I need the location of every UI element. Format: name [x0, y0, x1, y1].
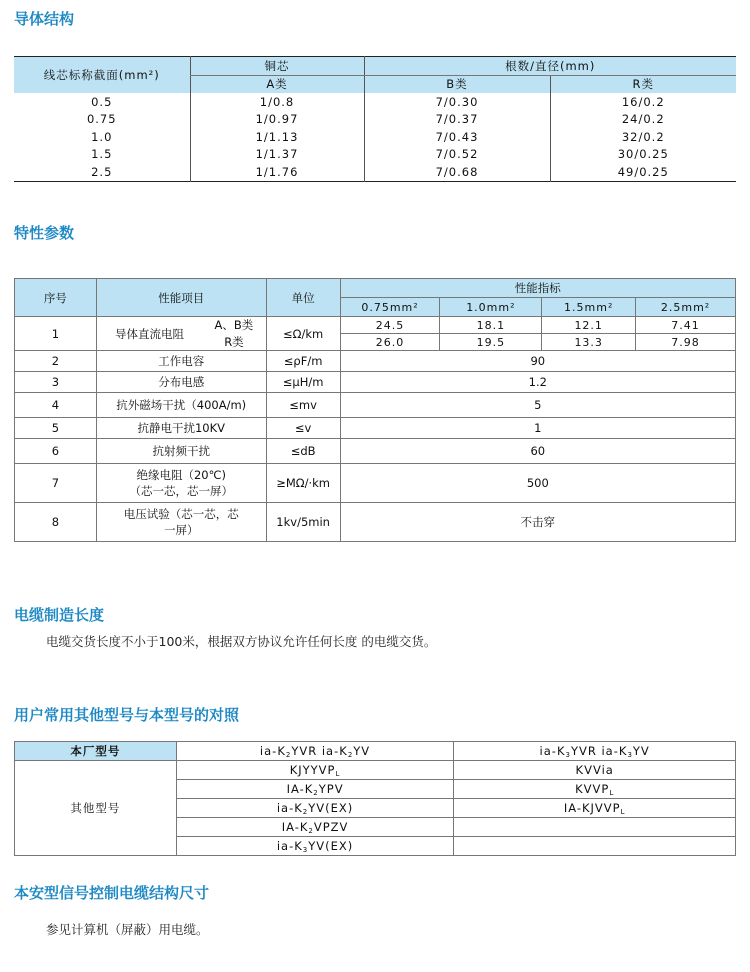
cell-value: 7.98: [636, 334, 736, 351]
table-row: [15, 742, 736, 761]
cell-class-ab: A、B类: [202, 317, 266, 334]
cell-item: 抗外磁场干扰（400A/m): [96, 393, 266, 418]
cell-r: 32/0.2: [550, 128, 736, 146]
cell-value: 13.3: [542, 334, 636, 351]
cell-value: 19.5: [440, 334, 542, 351]
table-row: [15, 317, 736, 334]
cell-value: 1.2: [340, 372, 735, 393]
cell-value: 26.0: [340, 334, 440, 351]
header-indicator: 性能指标: [340, 279, 735, 298]
cell-value: 90: [340, 351, 735, 372]
cell-value: 500: [340, 464, 735, 503]
header-strands: 根数/直径(mm): [364, 57, 736, 76]
cell-b: 7/0.30: [364, 93, 550, 111]
cell-unit: ≤dB: [266, 439, 340, 464]
table-row: [15, 503, 736, 542]
cell-item: 抗静电干扰10KV: [96, 418, 266, 439]
cell-a: 1/0.8: [190, 93, 364, 111]
cell-no: 4: [15, 393, 97, 418]
cell-value: 24.5: [340, 317, 440, 334]
cell-r: 30/0.25: [550, 146, 736, 164]
cell-value: 60: [340, 439, 735, 464]
header-class-r: R类: [550, 75, 736, 93]
cell-unit: ≤mv: [266, 393, 340, 418]
table-row: [15, 439, 736, 464]
cell-model: $ia-K_3YV(EX)$: [176, 837, 454, 856]
cell-unit: ≤ρF/m: [266, 351, 340, 372]
header-factory: 本厂型号: [15, 742, 177, 761]
cell-model-head-1: $ia-K_2YVR$ $ia-K_2YV$: [176, 742, 454, 761]
cell-section: 1.0: [91, 129, 113, 144]
table-row: [14, 146, 736, 164]
cell-model: $IA-KJVVP_L$: [454, 799, 736, 818]
cell-no: 1: [15, 317, 97, 351]
section-title-signal: 本安型信号控制电缆结构尺寸: [14, 884, 210, 902]
cell-item-line1: 绝缘电阻（20℃): [136, 468, 226, 482]
cell-model: KVVia: [454, 761, 736, 780]
cell-item: [96, 464, 266, 503]
table-row: [15, 761, 736, 780]
cell-value: 18.1: [440, 317, 542, 334]
cell-a: 1/1.13: [190, 128, 364, 146]
cell-value: 7.41: [636, 317, 736, 334]
cell-item-line1: 电压试验（芯一芯，芯: [123, 507, 239, 521]
cell-value: 5: [340, 393, 735, 418]
length-text: 电缆交货长度不小于100米，根据双方协议允许任何长度 的电缆交货。: [46, 634, 437, 649]
cell-model: $IA-K_2YPV$: [176, 780, 454, 799]
cell-a: 1/1.37: [190, 146, 364, 164]
table-row: [15, 464, 736, 503]
cell-r: 49/0.25: [550, 163, 736, 181]
header-size-075: 0.75mm²: [340, 298, 440, 317]
cell-b: 7/0.37: [364, 111, 550, 129]
cell-model: $KJYYVP_L$: [176, 761, 454, 780]
cell-item: [96, 503, 266, 542]
cell-unit: ≤Ω/km: [266, 317, 340, 351]
cell-b: 7/0.68: [364, 163, 550, 181]
cell-a: 1/1.76: [190, 163, 364, 181]
cell-section: 0.5: [91, 94, 113, 109]
cell-value: 12.1: [542, 317, 636, 334]
cell-no: 8: [15, 503, 97, 542]
cell-section: 0.75: [86, 112, 117, 127]
cell-a: 1/0.97: [190, 111, 364, 129]
table-row: [14, 93, 736, 111]
header-section: [14, 57, 190, 94]
cell-model: $ia-K_2YV(EX)$: [176, 799, 454, 818]
table-row: [14, 163, 736, 181]
header-size-15: 1.5mm²: [542, 298, 636, 317]
cell-r: 16/0.2: [550, 93, 736, 111]
cell-no: 7: [15, 464, 97, 503]
header-class-a: A类: [190, 75, 364, 93]
cell-no: 6: [15, 439, 97, 464]
cell-item: 导体直流电阻: [96, 317, 202, 351]
cell-section: 2.5: [91, 164, 113, 179]
cell-unit: ≤μH/m: [266, 372, 340, 393]
header-size-25: 2.5mm²: [636, 298, 736, 317]
cell-value: 不击穿: [340, 503, 735, 542]
table-row: [15, 372, 736, 393]
header-section-label: 线芯标称截面(mm²): [43, 68, 160, 82]
cell-b: 7/0.52: [364, 146, 550, 164]
cell-no: 3: [15, 372, 97, 393]
header-item: 性能项目: [96, 279, 266, 317]
header-class-b: B类: [364, 75, 550, 93]
conductor-table: [14, 56, 736, 182]
table-row: [14, 128, 736, 146]
cell-model: $KVVP_L$: [454, 780, 736, 799]
cell-item: 抗射频干扰: [96, 439, 266, 464]
section-title-length: 电缆制造长度: [14, 606, 105, 624]
table-row: [15, 351, 736, 372]
signal-text: 参见计算机（屏蔽）用电缆。: [46, 922, 209, 937]
cell-model-head-2: $ia-K_3YVR$ $ia-K_3YV$: [454, 742, 736, 761]
cell-class-r: R类: [202, 334, 266, 351]
header-copper: 铜芯: [190, 57, 364, 76]
header-no: 序号: [15, 279, 97, 317]
cell-value: 1: [340, 418, 735, 439]
section-title-models: 用户常用其他型号与本型号的对照: [14, 706, 240, 724]
cell-item: 工作电容: [96, 351, 266, 372]
cell-item-line2: 一屏）: [163, 523, 199, 537]
cell-unit: 1kv/5min: [266, 503, 340, 542]
cell-b: 7/0.43: [364, 128, 550, 146]
cell-no: 2: [15, 351, 97, 372]
cell-model: $IA-K_2VPZV$: [176, 818, 454, 837]
cell-other-label: 其他型号: [15, 761, 177, 856]
cell-unit: ≤v: [266, 418, 340, 439]
table-row: [14, 111, 736, 129]
header-unit: 单位: [266, 279, 340, 317]
cell-r: 24/0.2: [550, 111, 736, 129]
table-row: [15, 393, 736, 418]
cell-item-line2: （芯一芯，芯一屏）: [129, 484, 233, 498]
header-size-10: 1.0mm²: [440, 298, 542, 317]
models-table: [14, 741, 736, 856]
params-table: [14, 278, 736, 542]
cell-section: 1.5: [91, 147, 113, 162]
cell-no: 5: [15, 418, 97, 439]
cell-unit: ≥MΩ/·km: [266, 464, 340, 503]
cell-model: [454, 837, 736, 856]
table-row: [15, 418, 736, 439]
section-title-params: 特性参数: [14, 224, 75, 242]
cell-item: 分布电感: [96, 372, 266, 393]
section-title-conductor: 导体结构: [14, 10, 75, 28]
cell-model: [454, 818, 736, 837]
